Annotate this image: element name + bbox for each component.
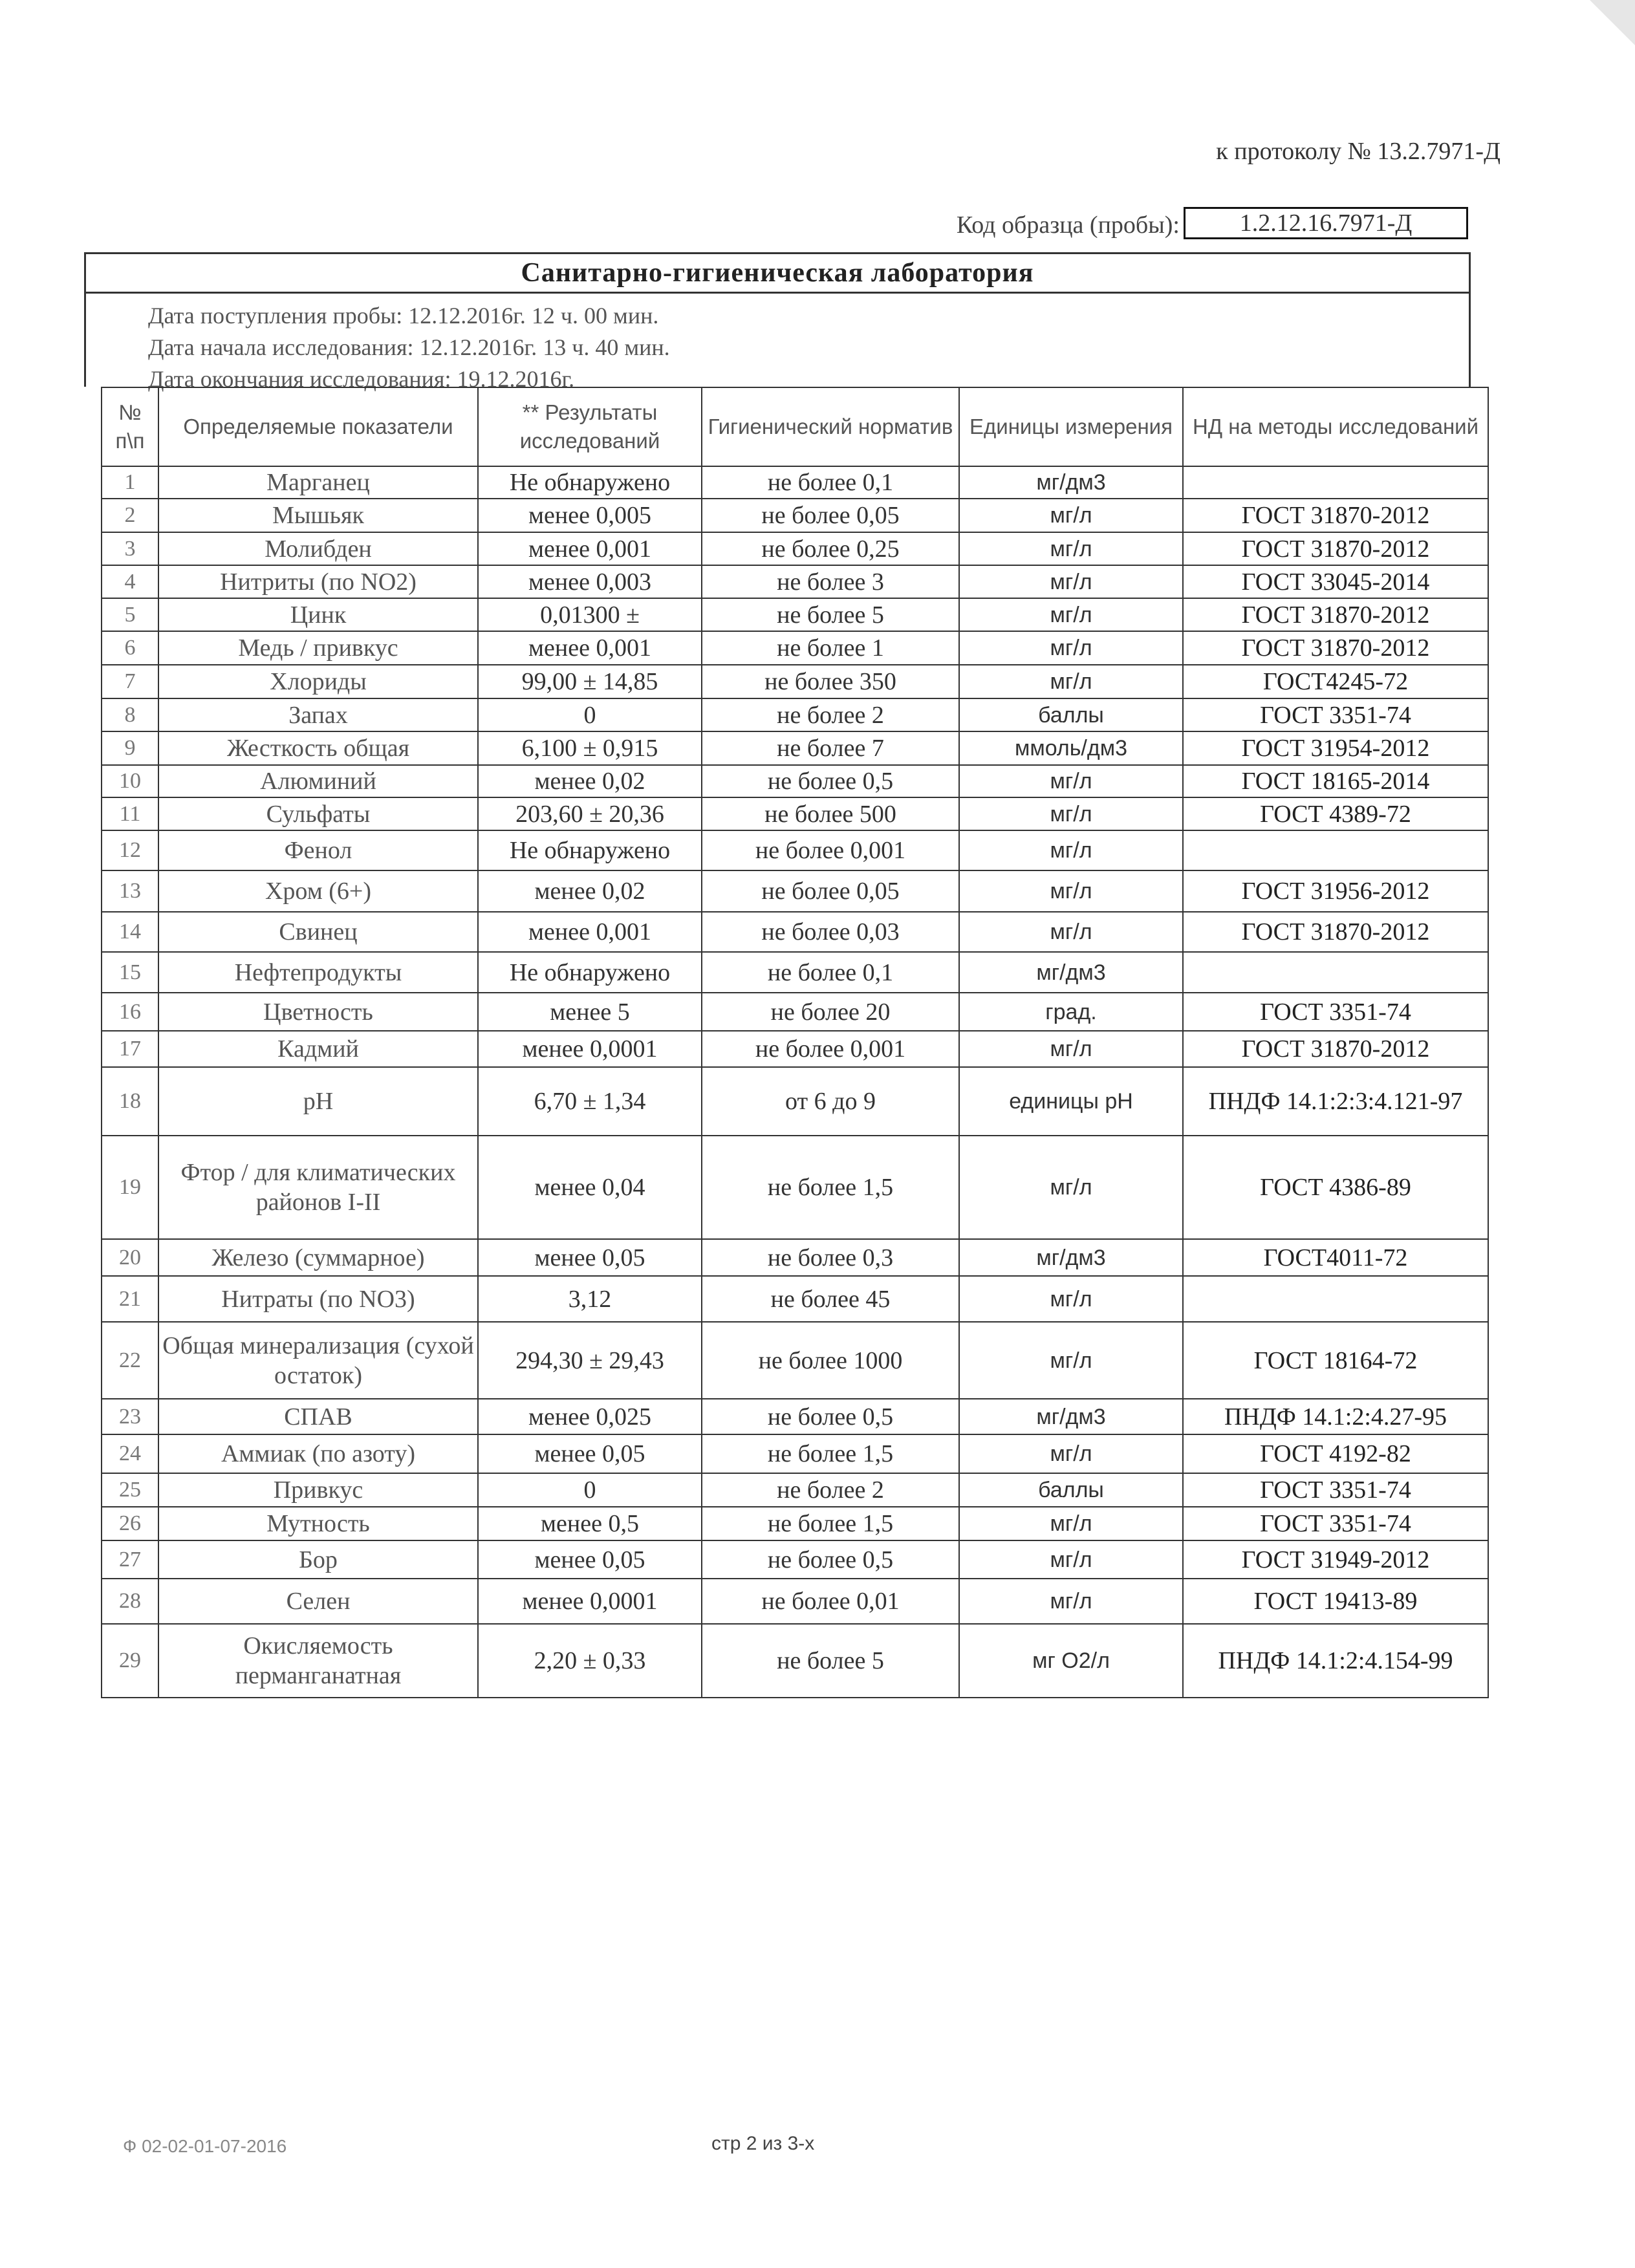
header-norm: Гигиенический норматив [702,387,959,466]
row-number: 7 [102,665,158,698]
row-number: 26 [102,1507,158,1540]
table-row [102,1624,1488,1698]
row-unit: единицы pH [959,1067,1183,1136]
row-method: ГОСТ 31870-2012 [1183,631,1488,665]
row-parameter: Фтор / для климатических районов I-II [158,1136,478,1239]
row-method: ГОСТ 4386-89 [1183,1136,1488,1239]
row-result: менее 0,0001 [478,1031,702,1067]
row-method: ГОСТ 18165-2014 [1183,765,1488,797]
row-number: 14 [102,912,158,952]
table-row [102,731,1488,765]
table-row [102,698,1488,731]
row-parameter: Запах [158,698,478,731]
row-method: ГОСТ 31870-2012 [1183,532,1488,565]
table-row [102,565,1488,598]
row-result: менее 5 [478,993,702,1031]
row-number: 28 [102,1579,158,1624]
row-unit: мг/л [959,1031,1183,1067]
row-number: 17 [102,1031,158,1067]
header-method: НД на методы исследований [1183,387,1488,466]
row-number: 15 [102,952,158,993]
table-row [102,1239,1488,1276]
row-unit: мг/л [959,1136,1183,1239]
row-norm: не более 0,03 [702,912,959,952]
row-method: ГОСТ 3351-74 [1183,698,1488,731]
row-method: ГОСТ 31954-2012 [1183,731,1488,765]
row-method: ГОСТ 31956-2012 [1183,870,1488,912]
header-result: ** Результаты исследований [478,387,702,466]
row-method: ГОСТ 31870-2012 [1183,912,1488,952]
row-unit: мг/дм3 [959,1239,1183,1276]
row-result: менее 0,003 [478,565,702,598]
row-method: ГОСТ 19413-89 [1183,1579,1488,1624]
row-result: 99,00 ± 14,85 [478,665,702,698]
row-method: ГОСТ4245-72 [1183,665,1488,698]
table-row [102,1507,1488,1540]
row-unit: мг/дм3 [959,952,1183,993]
row-norm: не более 5 [702,1624,959,1698]
row-parameter: Хлориды [158,665,478,698]
row-unit: мг/л [959,1540,1183,1579]
row-method [1183,952,1488,993]
row-number: 6 [102,631,158,665]
sample-code-label: Код образца (пробы): [956,211,1180,239]
row-norm: не более 0,001 [702,1031,959,1067]
table-row [102,993,1488,1031]
row-parameter: Цветность [158,993,478,1031]
lab-title: Санитарно-гигиеническая лаборатория [86,254,1469,294]
table-row [102,797,1488,830]
row-method: ГОСТ 4192-82 [1183,1434,1488,1473]
row-norm: не более 0,05 [702,499,959,532]
row-result: Не обнаружено [478,952,702,993]
row-parameter: Мутность [158,1507,478,1540]
row-method: ГОСТ 3351-74 [1183,1507,1488,1540]
row-number: 22 [102,1322,158,1399]
row-parameter: Привкус [158,1473,478,1507]
table-row [102,952,1488,993]
row-number: 10 [102,765,158,797]
row-parameter: Селен [158,1579,478,1624]
row-parameter: Общая минерализация (сухой остаток) [158,1322,478,1399]
table-row [102,499,1488,532]
table-row [102,1434,1488,1473]
row-norm: не более 350 [702,665,959,698]
row-unit: мг/л [959,665,1183,698]
row-norm: не более 1 [702,631,959,665]
row-result: 3,12 [478,1276,702,1322]
row-result: 0,01300 ± [478,598,702,631]
row-parameter: Кадмий [158,1031,478,1067]
table-row [102,1399,1488,1434]
row-norm: от 6 до 9 [702,1067,959,1136]
row-norm: не более 2 [702,698,959,731]
row-result: менее 0,025 [478,1399,702,1434]
row-method: ГОСТ 3351-74 [1183,1473,1488,1507]
header-parameter: Определяемые показатели [158,387,478,466]
row-norm: не более 20 [702,993,959,1031]
row-parameter: Нефтепродукты [158,952,478,993]
row-method: ГОСТ4011-72 [1183,1239,1488,1276]
row-norm: не более 1,5 [702,1136,959,1239]
row-parameter: Сульфаты [158,797,478,830]
row-method [1183,830,1488,870]
row-parameter: Цинк [158,598,478,631]
row-norm: не более 1000 [702,1322,959,1399]
row-parameter: СПАВ [158,1399,478,1434]
row-unit: мг/л [959,765,1183,797]
row-method: ГОСТ 3351-74 [1183,993,1488,1031]
row-method [1183,1276,1488,1322]
row-result: Не обнаружено [478,466,702,499]
row-number: 24 [102,1434,158,1473]
row-number: 29 [102,1624,158,1698]
row-method: ГОСТ 31870-2012 [1183,1031,1488,1067]
date-received: Дата поступления пробы: 12.12.2016г. 12 ч. 00 мин. [148,303,659,329]
table-header-row [102,387,1488,466]
row-result: 0 [478,698,702,731]
row-norm: не более 0,001 [702,830,959,870]
row-parameter: Мышьяк [158,499,478,532]
row-method: ГОСТ 31870-2012 [1183,598,1488,631]
row-norm: не более 0,1 [702,952,959,993]
row-unit: ммоль/дм3 [959,731,1183,765]
row-parameter: Свинец [158,912,478,952]
table-row [102,1322,1488,1399]
row-method: ПНДФ 14.1:2:4.27-95 [1183,1399,1488,1434]
row-number: 4 [102,565,158,598]
row-unit: мг/дм3 [959,1399,1183,1434]
table-row [102,870,1488,912]
row-unit: баллы [959,698,1183,731]
row-parameter: Аммиак (по азоту) [158,1434,478,1473]
row-number: 20 [102,1239,158,1276]
row-unit: мг/л [959,1434,1183,1473]
row-norm: не более 1,5 [702,1507,959,1540]
date-started: Дата начала исследования: 12.12.2016г. 13 ч. 40 мин. [148,334,670,360]
row-method: ГОСТ 33045-2014 [1183,565,1488,598]
row-method: ГОСТ 31949-2012 [1183,1540,1488,1579]
row-number: 16 [102,993,158,1031]
page-number: стр 2 из 3-х [711,2133,815,2154]
row-number: 13 [102,870,158,912]
row-result: 294,30 ± 29,43 [478,1322,702,1399]
row-unit: град. [959,993,1183,1031]
sample-code-row [841,207,1471,241]
row-unit: мг/л [959,912,1183,952]
row-unit: мг/л [959,797,1183,830]
table-row [102,1276,1488,1322]
row-number: 27 [102,1540,158,1579]
row-number: 21 [102,1276,158,1322]
row-parameter: Медь / привкус [158,631,478,665]
row-number: 9 [102,731,158,765]
page-corner-fold [1590,0,1635,45]
row-norm: не более 500 [702,797,959,830]
row-result: 6,70 ± 1,34 [478,1067,702,1136]
row-norm: не более 0,25 [702,532,959,565]
row-parameter: Фенол [158,830,478,870]
row-norm: не более 0,3 [702,1239,959,1276]
table-row [102,665,1488,698]
row-unit: мг О2/л [959,1624,1183,1698]
row-number: 19 [102,1136,158,1239]
row-unit: мг/дм3 [959,466,1183,499]
table-row [102,466,1488,499]
row-method: ПНДФ 14.1:2:3:4.121-97 [1183,1067,1488,1136]
row-parameter: Окисляемость перманганатная [158,1624,478,1698]
row-unit: мг/л [959,1507,1183,1540]
lab-info-box [84,252,1471,392]
results-table [101,387,1489,1698]
table-row [102,1473,1488,1507]
protocol-reference: к протоколу № 13.2.7971-Д [1216,138,1500,165]
row-unit: мг/л [959,870,1183,912]
table-row [102,830,1488,870]
row-parameter: Железо (суммарное) [158,1239,478,1276]
row-unit: баллы [959,1473,1183,1507]
table-row [102,532,1488,565]
row-parameter: Бор [158,1540,478,1579]
row-number: 8 [102,698,158,731]
row-result: 203,60 ± 20,36 [478,797,702,830]
row-norm: не более 45 [702,1276,959,1322]
row-unit: мг/л [959,1322,1183,1399]
row-result: 2,20 ± 0,33 [478,1624,702,1698]
form-number: Ф 02-02-01-07-2016 [123,2136,287,2156]
table-row [102,1136,1488,1239]
row-norm: не более 0,01 [702,1579,959,1624]
row-parameter: Марганец [158,466,478,499]
row-unit: мг/л [959,1276,1183,1322]
row-number: 1 [102,466,158,499]
row-number: 2 [102,499,158,532]
table-row [102,765,1488,797]
row-method: ГОСТ 31870-2012 [1183,499,1488,532]
row-result: менее 0,02 [478,870,702,912]
row-unit: мг/л [959,1579,1183,1624]
row-norm: не более 0,5 [702,1399,959,1434]
row-unit: мг/л [959,499,1183,532]
row-result: 6,100 ± 0,915 [478,731,702,765]
row-number: 25 [102,1473,158,1507]
row-method [1183,466,1488,499]
table-row [102,912,1488,952]
row-norm: не более 0,1 [702,466,959,499]
lab-dates [86,294,1469,395]
row-result: менее 0,02 [478,765,702,797]
row-norm: не более 0,05 [702,870,959,912]
row-number: 18 [102,1067,158,1136]
row-parameter: Молибден [158,532,478,565]
row-unit: мг/л [959,565,1183,598]
table-row [102,1540,1488,1579]
row-result: менее 0,5 [478,1507,702,1540]
row-parameter: Жесткость общая [158,731,478,765]
table-row [102,1579,1488,1624]
row-result: менее 0,05 [478,1434,702,1473]
row-number: 5 [102,598,158,631]
header-number: № п\п [102,387,158,466]
row-result: менее 0,001 [478,631,702,665]
row-result: менее 0,05 [478,1239,702,1276]
row-result: менее 0,0001 [478,1579,702,1624]
sample-code-box: 1.2.12.16.7971-Д [1184,207,1468,239]
row-unit: мг/л [959,532,1183,565]
row-result: менее 0,05 [478,1540,702,1579]
row-parameter: Хром (6+) [158,870,478,912]
row-method: ГОСТ 4389-72 [1183,797,1488,830]
date-finished: Дата окончания исследования: 19.12.2016г. [148,366,575,392]
row-method: ГОСТ 18164-72 [1183,1322,1488,1399]
row-number: 23 [102,1399,158,1434]
row-norm: не более 5 [702,598,959,631]
row-norm: не более 3 [702,565,959,598]
row-unit: мг/л [959,830,1183,870]
row-number: 3 [102,532,158,565]
row-parameter: pH [158,1067,478,1136]
row-result: 0 [478,1473,702,1507]
row-number: 12 [102,830,158,870]
row-norm: не более 2 [702,1473,959,1507]
table-row [102,631,1488,665]
row-number: 11 [102,797,158,830]
table-row [102,598,1488,631]
row-result: менее 0,005 [478,499,702,532]
row-parameter: Алюминий [158,765,478,797]
header-unit: Единицы измерения [959,387,1183,466]
row-result: менее 0,04 [478,1136,702,1239]
row-unit: мг/л [959,598,1183,631]
row-result: менее 0,001 [478,912,702,952]
table-row [102,1031,1488,1067]
row-result: менее 0,001 [478,532,702,565]
row-norm: не более 1,5 [702,1434,959,1473]
row-norm: не более 0,5 [702,765,959,797]
row-norm: не более 0,5 [702,1540,959,1579]
row-unit: мг/л [959,631,1183,665]
row-result: Не обнаружено [478,830,702,870]
row-parameter: Нитраты (по NO3) [158,1276,478,1322]
row-norm: не более 7 [702,731,959,765]
row-parameter: Нитриты (по NO2) [158,565,478,598]
row-method: ПНДФ 14.1:2:4.154-99 [1183,1624,1488,1698]
table-row [102,1067,1488,1136]
